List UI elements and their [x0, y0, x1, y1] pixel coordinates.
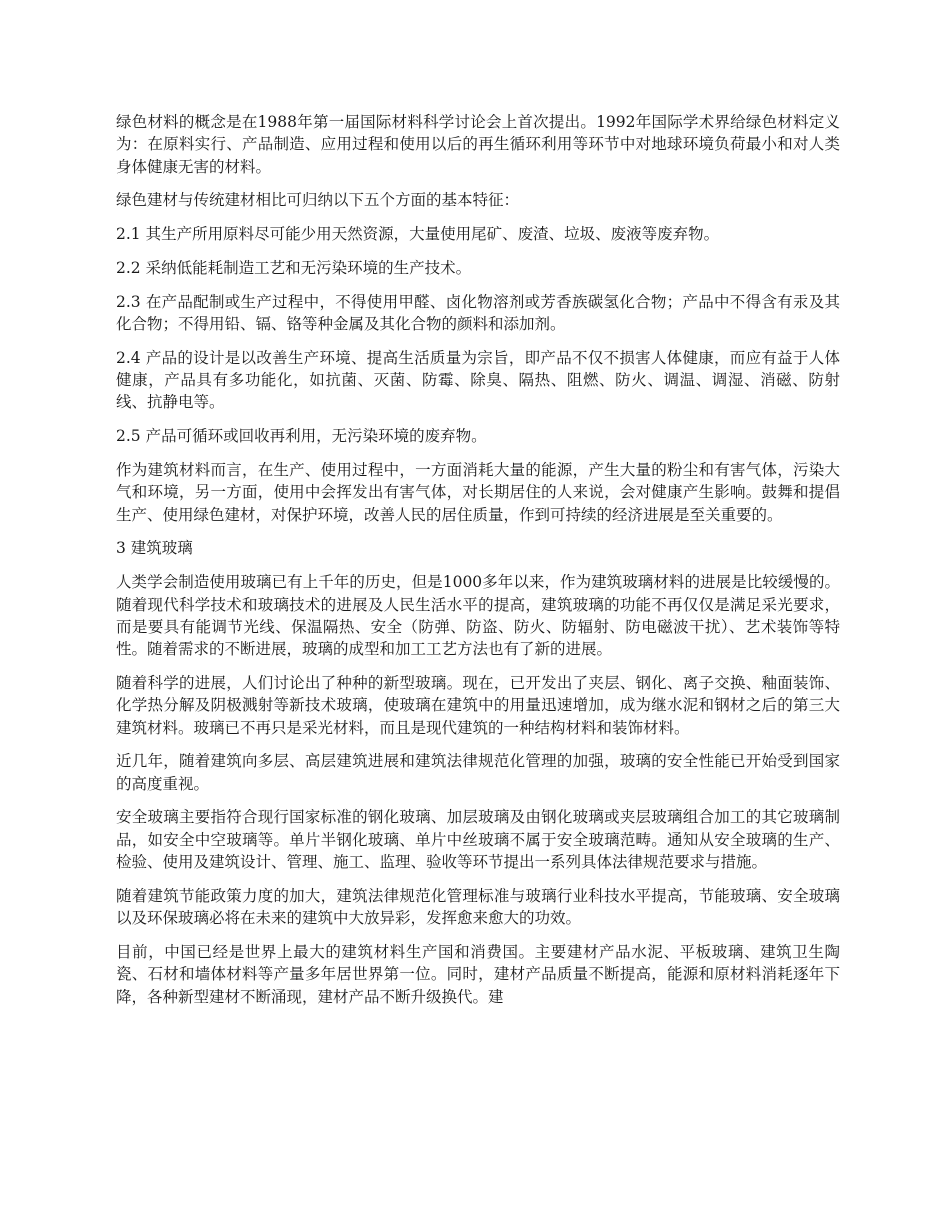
paragraph-new-glass-types: 随着科学的进展，人们讨论出了种种的新型玻璃。现在，已开发出了夹层、钢化、离子交换、釉面装饰、化学热分解及阴极溅射等新技术玻璃，使玻璃在建筑中的用量迅速增加，成为继水泥和钢材之后的第三大建筑材料。玻璃已不再只是采光材料，而且是现代建筑的一种结构材料和装饰材料。	[116, 673, 840, 737]
paragraph-five-features-intro: 绿色建材与传统建材相比可归纳以下五个方面的基本特征：	[116, 191, 520, 210]
paragraph-safety-glass-definition: 安全玻璃主要指符合现行国家标准的钢化玻璃、加层玻璃及由钢化玻璃或夹层玻璃组合加工的其它玻璃制品，如安全中空玻璃等。单片半钢化玻璃、单片中丝玻璃不属于安全玻璃范畴。通知从安全玻璃的生产、检验、使用及建筑设计、管理、施工、监理、验收等环节提出一系列具体法律规范要求与措施。	[116, 808, 840, 872]
paragraph-building-material-impact: 作为建筑材料而言，在生产、使用过程中，一方面消耗大量的能源，产生大量的粉尘和有害气体，污染大气和环境，另一方面，使用中会挥发出有害气体，对长期居住的人来说，会对健康产生影响。鼓舞和提倡生产、使用绿色建材，对保护环境，改善人民的居住质量，作到可持续的经济进展是至关重要的。	[116, 461, 840, 524]
document-page	[116, 111, 840, 1019]
paragraph-glass-history: 人类学会制造使用玻璃已有上千年的历史，但是1000多年以来，作为建筑玻璃材料的进展是比较缓慢的。随着现代科学技术和玻璃技术的进展及人民生活水平的提高，建筑玻璃的功能不再仅仅是满足采光要求，而是要具有能调节光线、保温隔热、安全（防弹、防盗、防火、防辐射、防电磁波干扰）、艺术装饰等特性。随着需求的不断进展，玻璃的成型和加工工艺方法也有了新的进展。	[116, 573, 840, 659]
paragraph-glass-safety: 近几年，随着建筑向多层、高层建筑进展和建筑法律规范化管理的加强，玻璃的安全性能已开始受到国家的高度重视。	[116, 752, 840, 793]
paragraph-feature-2-2: 2.2 采纳低能耗制造工艺和无污染环境的生产技术。	[116, 258, 472, 277]
paragraph-green-material-concept: 绿色材料的概念是在1988年第一届国际材料科学讨论会上首次提出。1992年国际学术界给绿色材料定义为：在原料实行、产品制造、应用过程和使用以后的再生循环利用等环节中对地球环境负荷最小和对人类身体健康无害的材料。	[116, 113, 840, 176]
paragraph-energy-saving-glass: 随着建筑节能政策力度的加大，建筑法律规范化管理标准与玻璃行业科技水平提高，节能玻璃、安全玻璃以及环保玻璃必将在未来的建筑中大放异彩，发挥愈来愈大的功效。	[116, 886, 840, 928]
paragraph-feature-2-1: 2.1 其生产所用原料尽可能少用天然资源，大量使用尾矿、废渣、垃圾、废液等废弃物。	[116, 225, 720, 244]
paragraph-feature-2-5: 2.5 产品可循环或回收再利用，无污染环境的废弃物。	[116, 427, 487, 446]
paragraph-feature-2-4: 2.4 产品的设计是以改善生产环境、提高生活质量为宗旨，即产品不仅不损害人体健康，而应有益于人体健康，产品具有多功能化，如抗菌、灭菌、防霉、除臭、隔热、阻燃、防火、调温、调湿、消磁、防射线、抗静电等。	[116, 348, 840, 412]
paragraph-feature-2-3: 2.3 在产品配制或生产过程中，不得使用甲醛、卤化物溶剂或芳香族碳氢化合物；产品中不得含有汞及其化合物；不得用铅、镉、铬等种金属及其化合物的颜料和添加剂。	[116, 292, 840, 334]
paragraph-china-building-materials: 目前，中国已经是世界上最大的建筑材料生产国和消费国。主要建材产品水泥、平板玻璃、建筑卫生陶瓷、石材和墙体材料等产量多年居世界第一位。同时，建材产品质量不断提高，能源和原材料消耗逐年下降，各种新型建材不断涌现，建材产品不断升级换代。建	[116, 942, 840, 1006]
section-heading-building-glass: 3 建筑玻璃	[116, 539, 193, 558]
